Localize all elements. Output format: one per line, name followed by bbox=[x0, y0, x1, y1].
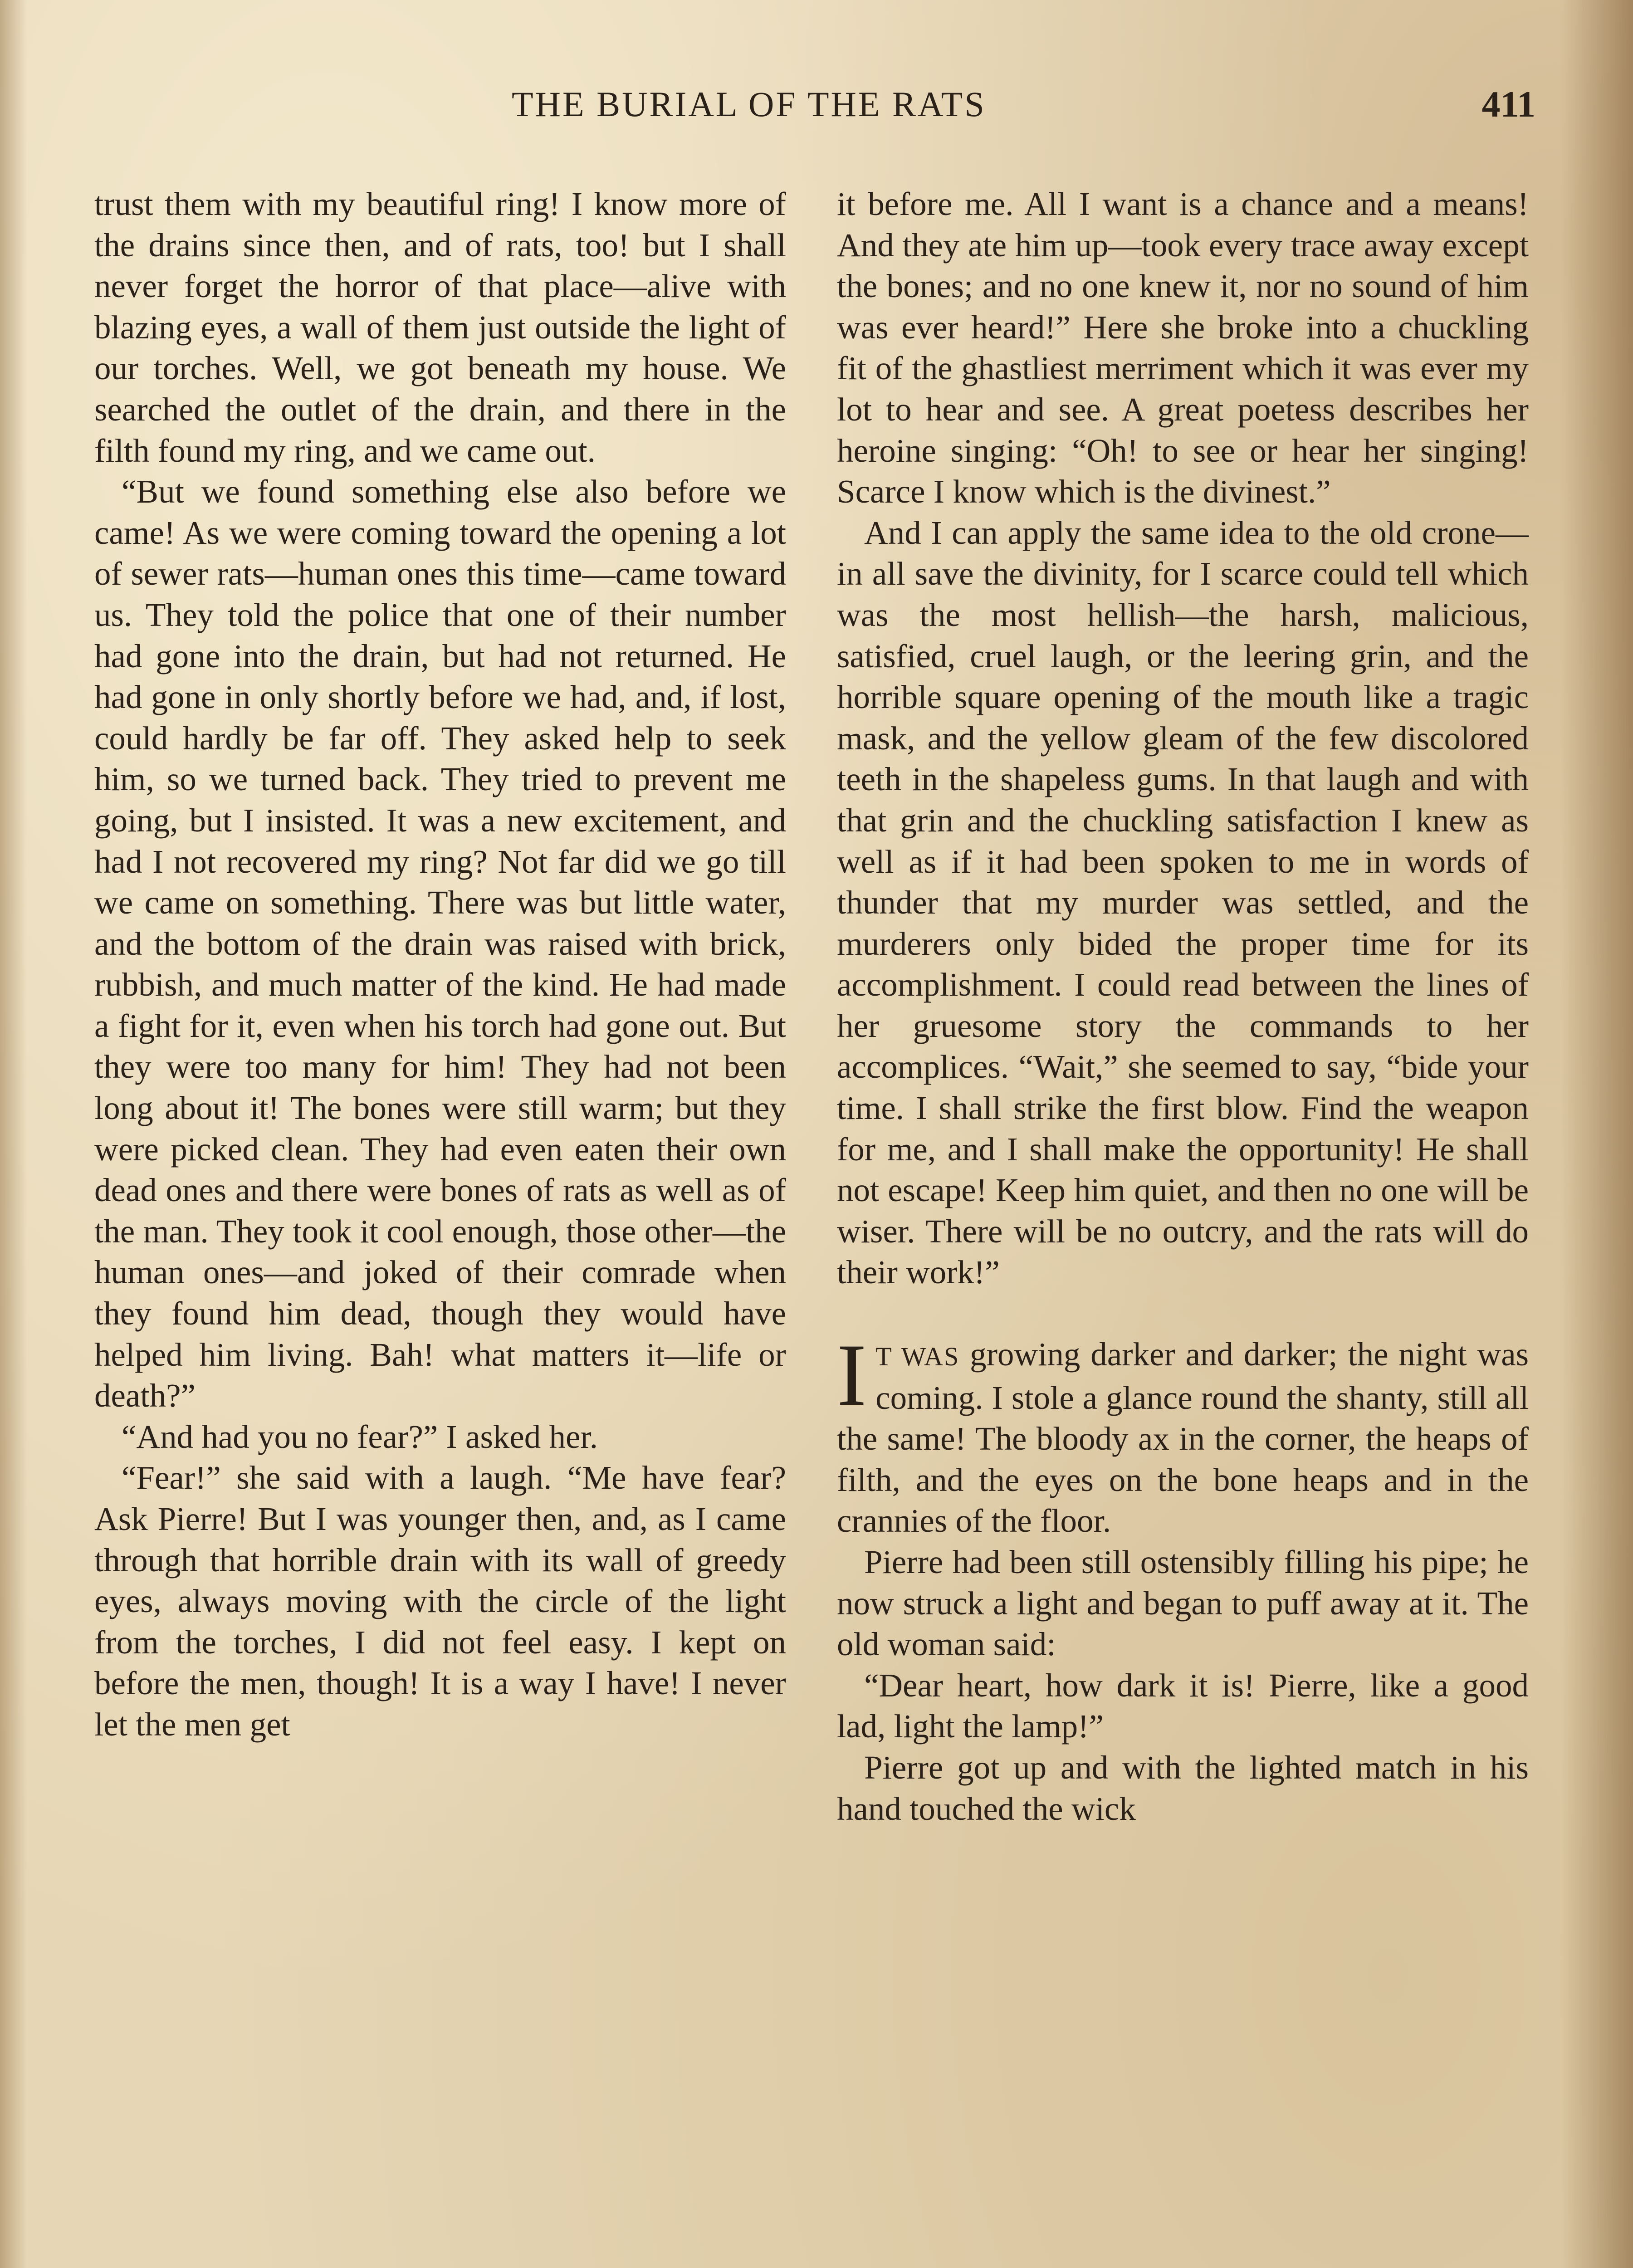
paragraph-text: growing darker and darker; the night was coming. I stole a glance round the shanty, still all the same! The bloody ax in the corner, the heaps of filth, and the eyes on the bone heaps and in the crannies of the floor. bbox=[837, 1336, 1529, 1540]
page-number: 411 bbox=[1481, 83, 1535, 125]
section-opening-paragraph bbox=[837, 1326, 1529, 1542]
page-edge-shadow-right bbox=[1560, 0, 1633, 2268]
small-caps-lead: T WAS bbox=[875, 1342, 960, 1372]
paragraph: Pierre had been still ostensibly filling his pipe; he now struck a light and began to puff away at it. The old woman said: bbox=[837, 1544, 1529, 1663]
left-text-column bbox=[94, 184, 786, 1745]
paragraph: “And had you no fear?” I asked her. bbox=[122, 1418, 598, 1455]
running-title: THE BURIAL OF THE RATS bbox=[512, 84, 986, 124]
drop-cap: I bbox=[837, 1326, 867, 1425]
paragraph: And I can apply the same idea to the old crone—in all save the divinity, for I scarce could tell which was the most hellish—the harsh, malicious, satisfied, cruel laugh, or the leering grin, and the horrible square opening of the mouth like a tragic mask, and the yellow gleam of the few discolored teeth in the shapeless gums. In that laugh and with that grin and the chuckling satisfaction I knew as well as if it had been spoken to me in words of thunder that my murder was settled, and the murderers only bided the proper time for its accomplishment. I could read between the lines of her gruesome story the commands to her accomplices. “Wait,” she seemed to say, “bide your time. I shall strike the first blow. Find the weapon for me, and I shall make the opportunity! He shall not escape! Keep him quiet, and then no one will be wiser. There will be no outcry, and the rats will do their work!” bbox=[837, 514, 1529, 1291]
paragraph: “Fear!” she said with a laugh. “Me have fear? Ask Pierre! But I was younger then, and, as I came through that horrible drain with its wall of greedy eyes, always moving with the circle of the light from the torches, I did not feel easy. I kept on before the men, though! It is a way I have! I never let the men get bbox=[94, 1459, 786, 1743]
paragraph: “But we found something else also before we came! As we were coming toward the opening a lot of sewer rats—human ones this time—came toward us. They told the police that one of their number had gone into the drain, but had not returned. He had gone in only shortly before we had, and, if lost, could hardly be far off. They asked help to seek him, so we turned back. They tried to prevent me going, but I insisted. It was a new excitement, and had I not recovered my ring? Not far did we go till we came on something. There was but little water, and the bottom of the drain was raised with brick, rubbish, and much matter of the kind. He had made a fight for it, even when his torch had gone out. But they were too many for him! They had not been long about it! The bones were still warm; but they were picked clean. They had even eaten their own dead ones and there were bones of rats as well as of the man. They took it cool enough, those other—the human ones—and joked of their comrade when they found him dead, though they would have helped him living. Bah! what matters it—life or death?” bbox=[94, 473, 786, 1414]
paragraph: trust them with my beautiful ring! I know more of the drains since then, and of rats, too! but I shall never forget the horror of that place—alive with blazing eyes, a wall of them just outside the light of our torches. Well, we got beneath my house. We searched the outlet of the drain, and there in the filth found my ring, and we came out. bbox=[94, 186, 786, 469]
paragraph: it before me. All I want is a chance and a means! And they ate him up—took every trace away except the bones; and no one knew it, nor no sound of him was ever heard!” Here she broke into a chuckling fit of the ghastliest merriment which it was ever my lot to hear and see. A great poetess describes her heroine singing: “Oh! to see or hear her singing! Scarce I know which is the divinest.” bbox=[837, 186, 1529, 510]
section-break bbox=[837, 1293, 1529, 1334]
paragraph: “Dear heart, how dark it is! Pierre, like a good lad, light the lamp!” bbox=[837, 1667, 1529, 1745]
right-text-column bbox=[837, 184, 1529, 1829]
page-edge-shadow-left bbox=[0, 0, 27, 2268]
paragraph: Pierre got up and with the lighted match in his hand touched the wick bbox=[837, 1749, 1529, 1827]
